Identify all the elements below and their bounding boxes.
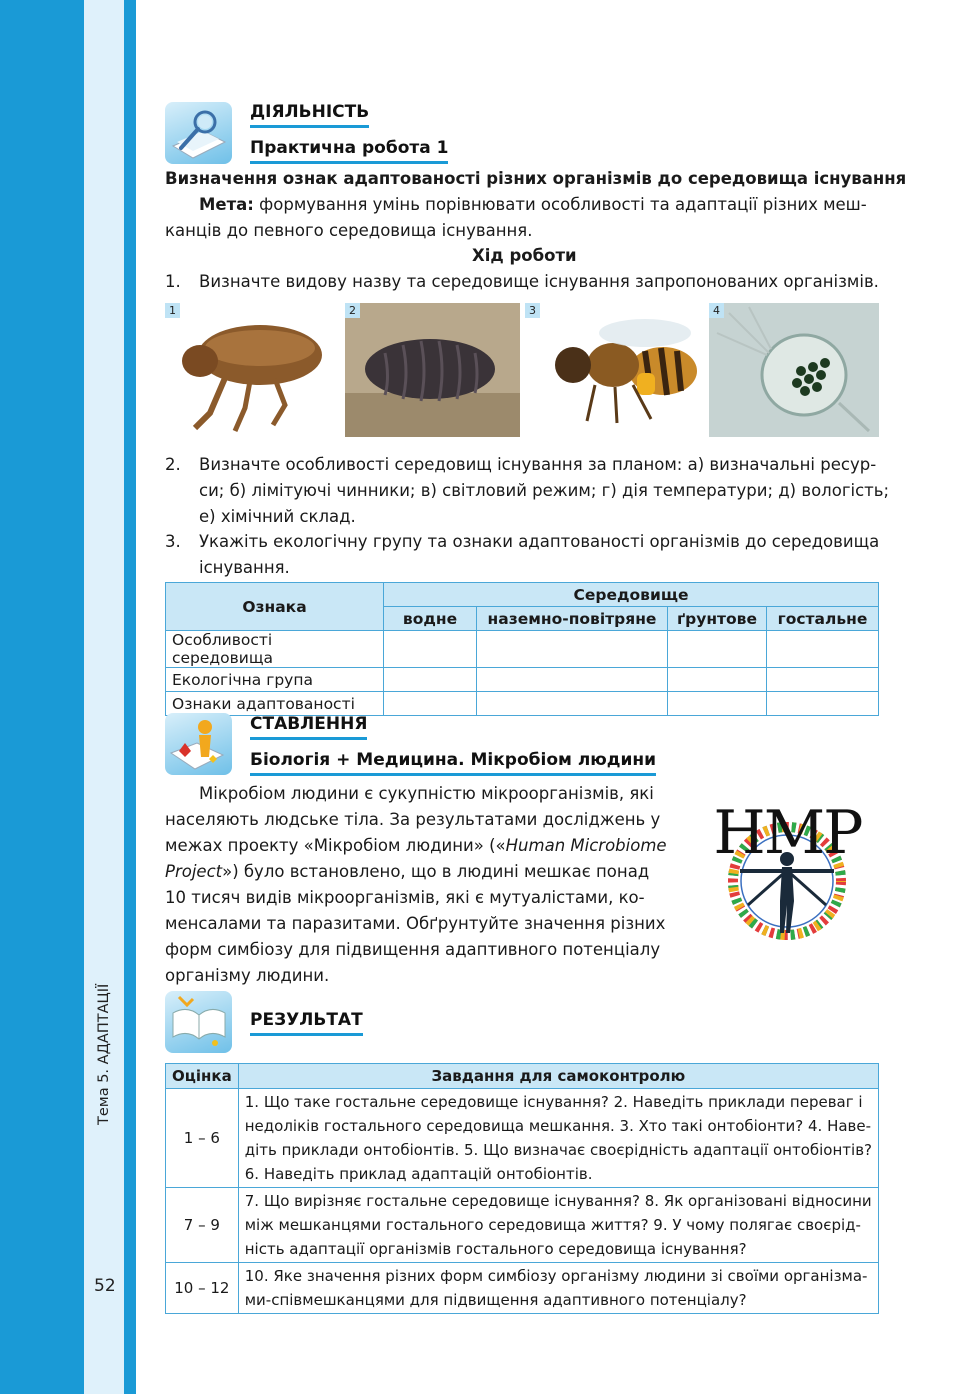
- task-line: ність адаптації організмів гостального середовища існування?: [244, 1240, 747, 1258]
- table-cell: [668, 692, 767, 716]
- microbiome-line-7: форм симбіозу для підвищення адаптивного потенціалу: [165, 940, 661, 959]
- col-tasks: Завдання для самоконтролю: [238, 1064, 878, 1089]
- woodlouse-icon: [345, 303, 520, 437]
- microbiome-line-3-text: межах проекту «Мікробіом людини» («: [165, 836, 506, 855]
- photo-label-3: 3: [525, 303, 540, 318]
- photo-flea: [165, 303, 340, 437]
- step-1-number: 1.: [165, 272, 181, 291]
- table-row: [166, 1188, 879, 1263]
- attitude-icon: [165, 713, 232, 775]
- practical-work-heading: Практична робота 1: [250, 138, 448, 164]
- photo-woodlouse: [345, 303, 520, 437]
- row-label: Особливості середовища: [166, 631, 384, 668]
- goal-line-2: канців до певного середовища існування.: [165, 221, 533, 240]
- task-line: ми-співмешканцями для підвищення адаптивного потенціалу?: [244, 1291, 747, 1309]
- microbiome-line-8: організму людини.: [165, 966, 330, 985]
- step-2-number: 2.: [165, 455, 181, 474]
- task-cell: [238, 1188, 878, 1263]
- sidebar-thin-band: [124, 0, 136, 1394]
- row-label: Екологічна група: [166, 668, 384, 692]
- task-cell: [238, 1089, 878, 1188]
- table-cell: [668, 668, 767, 692]
- row-label: Ознаки адаптованості: [166, 692, 384, 716]
- table-cell: [384, 631, 477, 668]
- microbiome-line-6: менсалами та паразитами. Обґрунтуйте значення різних: [165, 914, 666, 933]
- table-cell: [477, 668, 668, 692]
- table-cell: [384, 668, 477, 692]
- topic-label: Тема 5. АДАПТАЦІЇ: [96, 983, 112, 1125]
- hmp-logo: [700, 793, 875, 943]
- task-line: 6. Наведіть приклад адаптацій онтобіонтів.: [244, 1165, 593, 1183]
- col-soil: ґрунтове: [668, 607, 767, 631]
- project-name-part-1: Human Microbiome: [505, 836, 667, 855]
- microbiome-heading: Біологія + Медицина. Мікробіом людини: [250, 750, 656, 776]
- task-cell: [238, 1263, 878, 1314]
- daphnia-icon: [709, 303, 879, 437]
- table-cell: [668, 631, 767, 668]
- task-line: 7. Що вирізняє гостальне середовище існування? 8. Як організовані відносини: [244, 1192, 872, 1210]
- task-line: діть приклади онтобіонтів. 5. Що визначає своєрідність адаптації онтобіонтів?: [244, 1141, 872, 1159]
- col-host: гостальне: [767, 607, 879, 631]
- hmp-letters: HMP: [713, 798, 862, 868]
- table-cell: [767, 631, 879, 668]
- step-3-line-2: існування.: [199, 558, 290, 577]
- table-cell: [767, 692, 879, 716]
- flea-icon: [165, 303, 340, 437]
- bee-icon: [525, 303, 705, 437]
- work-title: Визначення ознак адаптованості різних організмів до середовища існування: [165, 169, 907, 188]
- photo-label-1: 1: [165, 303, 180, 318]
- table-row: [166, 1089, 879, 1188]
- photo-label-4: 4: [709, 303, 724, 318]
- table-cell: [384, 692, 477, 716]
- page-number: 52: [94, 1276, 116, 1296]
- task-line: 1. Що таке гостальне середовище існування? 2. Наведіть приклади переваг і: [244, 1093, 863, 1111]
- step-2-line-3: е) хімічний склад.: [199, 507, 356, 526]
- step-3-number: 3.: [165, 532, 181, 551]
- goal-label: Мета:: [199, 195, 254, 214]
- step-3-line-1: Укажіть екологічну групу та ознаки адаптованості організмів до середовища: [199, 532, 880, 551]
- photo-daphnia: [709, 303, 879, 437]
- table-cell: [767, 668, 879, 692]
- col-environment: Середовище: [384, 583, 879, 607]
- task-line: недоліків гостального середовища мешкання. 3. Хто такі онтобіонти? 4. Наве-: [244, 1117, 872, 1135]
- result-icon: [165, 991, 232, 1053]
- col-feature: Ознака: [166, 583, 384, 631]
- task-line: 10. Яке значення різних форм симбіозу організму людини зі своїми організма-: [244, 1267, 868, 1285]
- photo-bee: [525, 303, 705, 437]
- activity-heading: ДІЯЛЬНІСТЬ: [250, 102, 369, 128]
- table-row: [166, 631, 879, 668]
- step-2-line-1: Визначте особливості середовищ існування за планом: а) визначальні ресур-: [199, 455, 877, 474]
- microbiome-line-5: 10 тисяч видів мікроорганізмів, які є мутуалістами, ко-: [165, 888, 645, 907]
- microbiome-line-3: [165, 833, 667, 859]
- score-cell: 7 – 9: [166, 1188, 239, 1263]
- score-cell: 1 – 6: [166, 1089, 239, 1188]
- step-2-line-2: си; б) лімітуючі чинники; в) світловий режим; г) дія температури; д) вологість;: [199, 481, 890, 500]
- self-check-table: [165, 1063, 879, 1314]
- microbiome-line-2: населяють людське тіла. За результатами досліджень у: [165, 810, 661, 829]
- photo-label-2: 2: [345, 303, 360, 318]
- step-1-text: Визначте видову назву та середовище існування запропонованих організмів.: [199, 272, 879, 291]
- table-cell: [477, 631, 668, 668]
- attitude-heading: СТАВЛЕННЯ: [250, 714, 367, 740]
- result-heading: РЕЗУЛЬТАТ: [250, 1010, 363, 1036]
- col-land-air: наземно-повітряне: [477, 607, 668, 631]
- microbiome-line-4-text: ») було встановлено, що в людині мешкає понад: [222, 862, 650, 881]
- microbiome-line-4: [165, 859, 649, 885]
- table-row: [166, 1263, 879, 1314]
- sidebar-light-band: [84, 0, 124, 1394]
- project-name-part-2: Project: [165, 862, 223, 881]
- procedure-heading: Хід роботи: [472, 246, 577, 265]
- col-score: Оцінка: [166, 1064, 239, 1089]
- table-cell: [477, 692, 668, 716]
- task-line: між мешканцями гостального середовища життя? 9. У чому полягає своєрід-: [244, 1216, 861, 1234]
- goal-text-1: формування умінь порівнювати особливості та адаптації різних меш-: [253, 195, 867, 214]
- activity-icon: [165, 102, 232, 164]
- col-water: водне: [384, 607, 477, 631]
- goal-line-1: [199, 192, 867, 218]
- table-row: [166, 668, 879, 692]
- sidebar-band: [0, 0, 84, 1394]
- score-cell: 10 – 12: [166, 1263, 239, 1314]
- table-row: [166, 692, 879, 716]
- microbiome-line-1: Мікробіом людини є сукупністю мікроорганізмів, які: [199, 784, 654, 803]
- environment-table: [165, 582, 879, 716]
